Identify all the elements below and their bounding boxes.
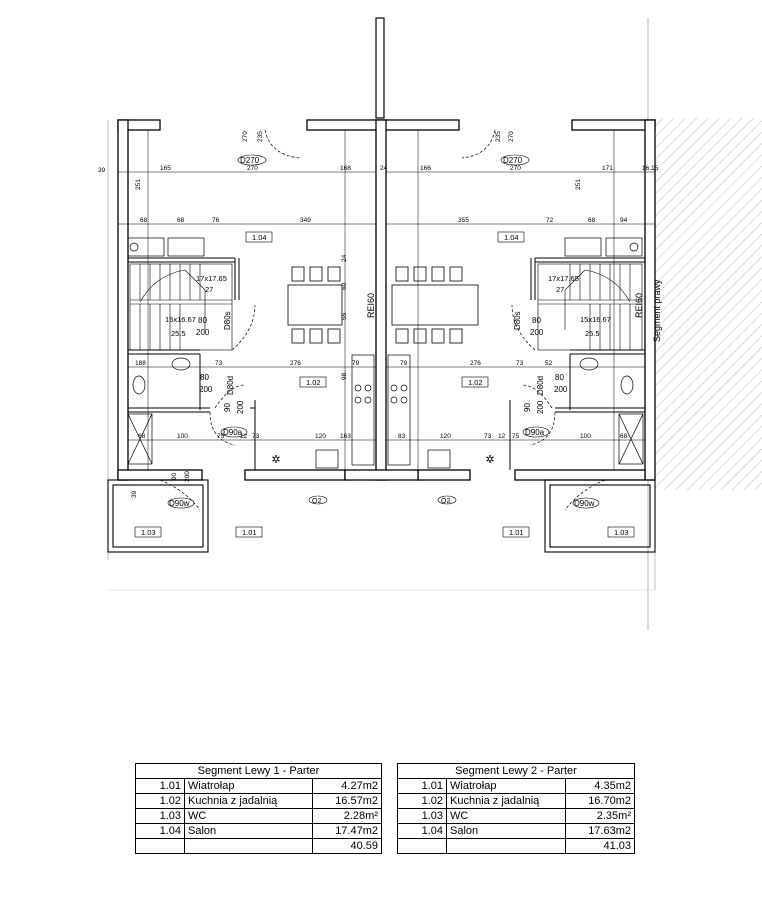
stair-label: 27 [205,285,214,294]
dim-label: 235 [495,131,502,142]
dim-label: 188 [135,360,146,367]
dim-label: 76 [212,217,220,224]
stair-label: 25.5 [171,329,186,338]
dim-label: 39 [98,167,106,174]
stair-label: 15x16.67 [580,315,611,324]
table-total-row [136,839,382,854]
dim-label: 120 [440,433,451,440]
dim-label: 79 [400,360,408,367]
total-area: 40.59 [313,839,382,854]
stair-label: 17x17.65 [548,274,579,283]
dining-table-left [288,267,342,343]
door-size-label: 200 [554,385,568,394]
room-tag: 1.03 [614,528,629,537]
dim-label: 68 [140,217,148,224]
dim-label: 79 [352,360,360,367]
dim-label: 68 [138,433,146,440]
door-tag: D90w [169,499,190,508]
dim-label: 90 [171,472,178,480]
room-area-table-right [397,763,635,854]
dim-label: 270 [247,165,258,172]
dim-label: 73 [516,360,524,367]
room-tag: 1.03 [141,528,156,537]
door-size-label: 80 [198,316,207,325]
door-tag: D270 [503,156,523,165]
dim-label: 270 [242,131,249,142]
table-row: 1.04 Salon 17.63m2 [398,824,635,839]
stair-label: 27 [556,285,565,294]
room-area-table-left [135,763,382,854]
table-title: Segment Lewy 1 - Parter [136,764,382,779]
window-tag: O2 [312,498,322,505]
dim-label: 270 [508,131,515,142]
dim-label: 12 [240,433,248,440]
dim-label: 73 [484,433,492,440]
door-size-label: 200 [199,385,213,394]
table-row: 1.02 Kuchnia z jadalnią 16.57m2 [136,794,382,809]
table-row: 1.03 WC 2.28m² [136,809,382,824]
heater-icon: ✲ [271,454,281,466]
dim-label: 355 [458,217,469,224]
adjacent-segment-hatch [655,118,762,490]
chimney-duct [376,18,384,118]
dim-label: 163 [340,433,351,440]
table-row: 1.02 Kuchnia z jadalnią 16.70m2 [398,794,635,809]
dim-label: 235 [257,131,264,142]
table-row: 1.01 Wiatrołap 4.35m2 [398,779,635,794]
table-row: 1.03 WC 2.35m² [398,809,635,824]
dim-label: 349 [300,217,311,224]
door-size-label: 90 [223,403,232,412]
dim-label: 24 [380,165,388,172]
dim-label: 68 [620,433,628,440]
dim-label: 72 [546,217,554,224]
dim-label: 165 [160,165,171,172]
stair-label: 15x16.67 [165,315,196,324]
dim-label: 100 [580,433,591,440]
dim-label: 276 [290,360,301,367]
table-row: 1.04 Salon 17.47m2 [136,824,382,839]
stair-label: 25.5 [585,329,600,338]
table-row: 1.01 Wiatrołap 4.27m2 [136,779,382,794]
door-tag: D80d [536,375,545,395]
door-size-label: 200 [236,400,245,414]
dim-label: 68 [588,217,596,224]
vestibule-walls [108,480,655,552]
dim-label: 200 [184,471,191,482]
dim-label: 251 [575,179,582,190]
dim-label: 75 [217,433,225,440]
dim-label: 39 [131,490,138,498]
room-tag: 1.04 [504,233,519,242]
door-size-label: 80 [200,373,209,382]
dim-label: 16.15 [642,165,659,172]
dim-label: 24 [341,254,348,262]
dim-label: 52 [545,360,553,367]
dim-label: 270 [510,165,521,172]
window-tag: O2 [441,498,451,505]
dim-label: 68 [177,217,185,224]
door-tag: D90a [223,428,243,437]
door-tag: D80s [513,311,522,330]
door-size-label: 200 [536,400,545,414]
kitchen-counter-right [388,355,450,468]
dim-label: 100 [177,433,188,440]
door-size-label: 200 [530,328,544,337]
dim-label: 120 [315,433,326,440]
stair-label: 17x17.65 [196,274,227,283]
table-total-row [398,839,635,854]
room-tag: 1.04 [252,233,267,242]
dim-label: 171 [602,165,613,172]
door-tag: D90w [574,499,595,508]
total-area: 41.03 [566,839,635,854]
dim-label: 75 [512,433,520,440]
dim-label: 12 [498,433,506,440]
room-tag: 1.02 [468,378,483,387]
door-tag: D80d [226,375,235,395]
dim-label: 168 [340,165,351,172]
dining-table-right [392,267,478,343]
room-tag: 1.01 [509,528,524,537]
door-size-label: 200 [196,328,210,337]
dim-label: 60 [341,282,348,290]
dim-label: 55 [341,312,348,320]
table-title: Segment Lewy 2 - Parter [398,764,635,779]
dim-label: 98 [341,372,348,380]
dim-label: 73 [215,360,223,367]
room-tag: 1.01 [242,528,257,537]
dim-label: 166 [420,165,431,172]
heater-icon: ✲ [485,454,495,466]
door-tag: D270 [240,156,260,165]
door-size-label: 90 [523,403,532,412]
dim-label: 73 [252,433,260,440]
door-tag: D80s [223,311,232,330]
door-tag: D90a [525,428,545,437]
dim-label: 276 [470,360,481,367]
door-size-label: 80 [555,373,564,382]
segment-label: Segment prawy [652,279,662,342]
dim-label: 83 [398,433,406,440]
fire-wall-label: REI60 [634,292,644,318]
dim-label: 94 [620,217,628,224]
dim-label: 251 [135,179,142,190]
fire-wall-label: REI60 [366,292,376,318]
door-size-label: 80 [532,316,541,325]
room-tag: 1.02 [306,378,321,387]
